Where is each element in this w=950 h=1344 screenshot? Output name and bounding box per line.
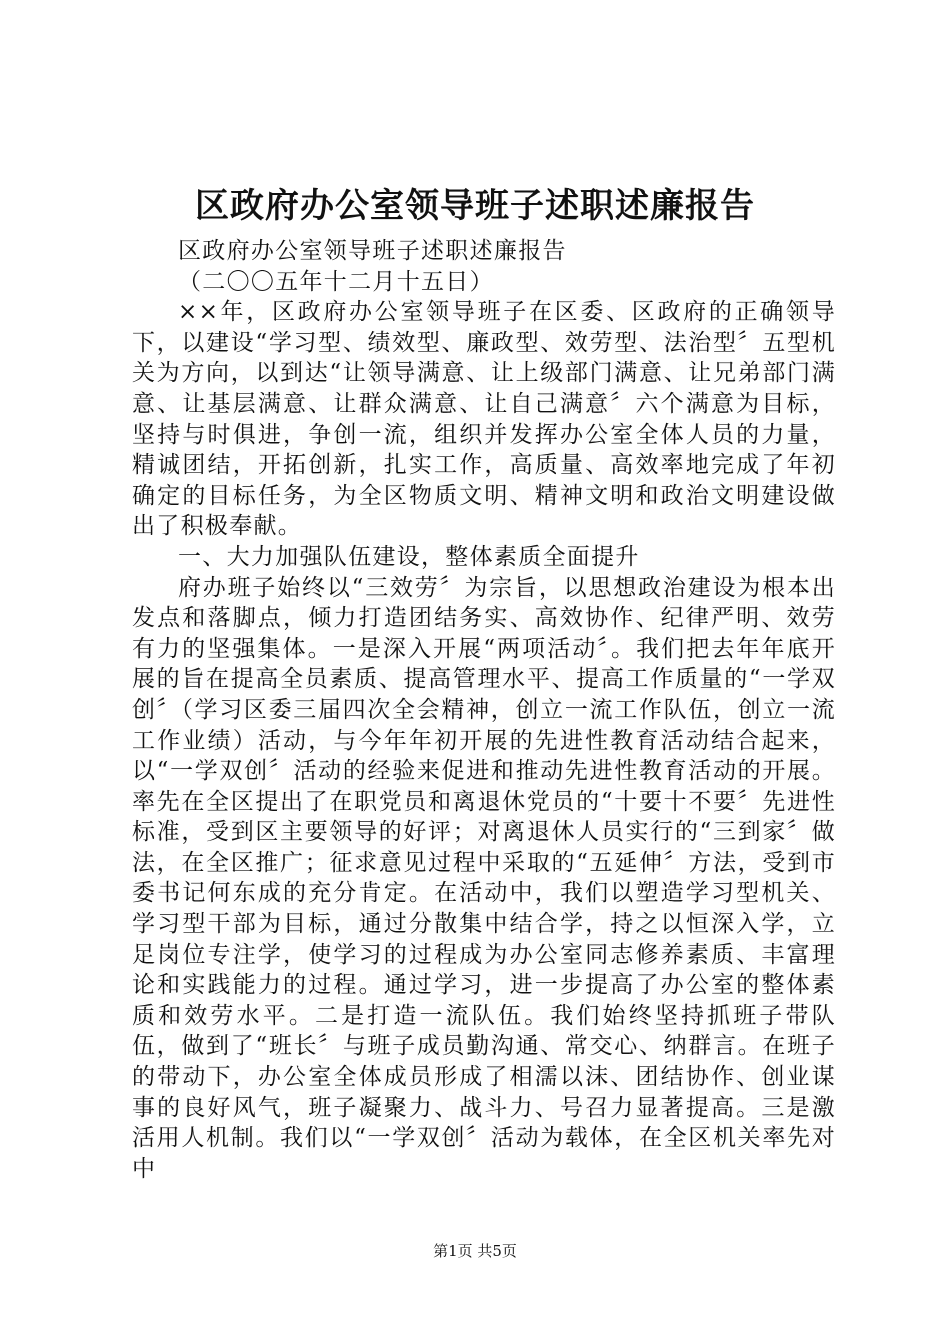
page-number: 第1页 共5页 <box>433 1242 517 1260</box>
body-paragraph: 府办班子始终以“三效劳〞为宗旨，以思想政治建设为根本出发点和落脚点，倾力打造团结务实、高效协作、纪律严明、效劳有力的坚强集体。一是深入开展“两项活动〞。我们把去年年底开展的旨在提高全员素质、提高管理水平、提高工作质量的“一学双创〞（学习区委三届四次全会精神，创立一流工作队伍，创立一流工作业绩）活动，与今年年初开展的先进性教育活动结合起来，以“一学双创〞活动的经验来促进和推动先进性教育活动的开展。率先在全区提出了在职党员和离退休党员的“十要十不要〞先进性标准，受到区主要领导的好评；对离退休人员实行的“三到家〞做法，在全区推广；征求意见过程中采取的“五延伸〞方法，受到市委书记何东成的充分肯定。在活动中，我们以塑造学习型机关、学习型干部为目标，通过分散集中结合学，持之以恒深入学，立足岗位专注学，使学习的过程成为办公室同志修养素质、丰富理论和实践能力的过程。通过学习，进一步提高了办公室的整体素质和效劳水平。二是打造一流队伍。我们始终坚持抓班子带队伍，做到了“班长〞与班子成员勤沟通、常交心、纳群言。在班子的带动下，办公室全体成员形成了相濡以沫、团结协作、创业谋事的良好风气，班子凝聚力、战斗力、号召力显著提高。三是激活用人机制。我们以“一学双创〞活动为载体，在全区机关率先对中 <box>132 574 836 1182</box>
subtitle-line: 区政府办公室领导班子述职述廉报告 <box>178 238 567 264</box>
section-heading: 一、大力加强队伍建设，整体素质全面提升 <box>178 543 640 570</box>
body-paragraph: ××年，区政府办公室领导班子在区委、区政府的正确领导下，以建设“学习型、绩效型、廉政型、效劳型、法治型〞五型机关为方向，以到达“让领导满意、让上级部门满意、让兄弟部门满意、让基层满意、让群众满意、让自己满意〞六个满意为目标，坚持与时俱进，争创一流，组织并发挥办公室全体人员的力量，精诚团结，开拓创新，扎实工作，高质量、高效率地完成了年初确定的目标任务，为全区物质文明、精神文明和政治文明建设做出了积极奉献。 <box>132 299 836 540</box>
document-body <box>132 236 836 1184</box>
document-title: 区政府办公室领导班子述职述廉报告 <box>195 186 755 226</box>
date-line: （二〇〇五年十二月十五日） <box>178 268 494 295</box>
